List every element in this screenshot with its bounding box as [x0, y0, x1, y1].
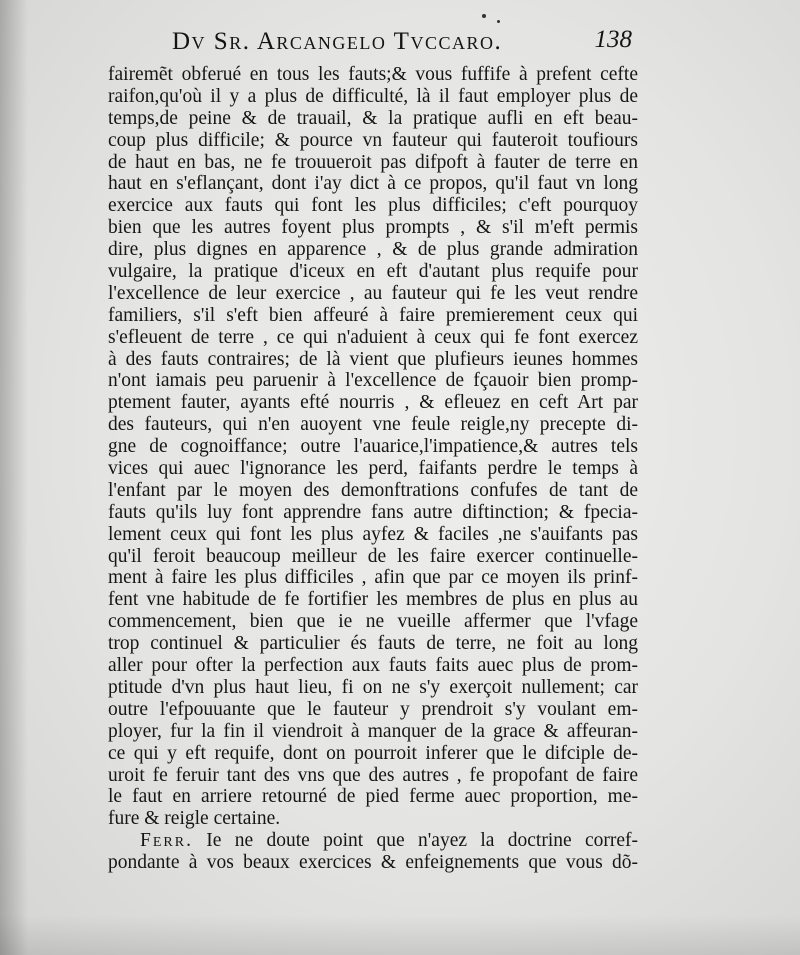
text-line: bien que les autres foyent plus prompts , & s'il m'eft permis: [108, 217, 638, 239]
text-line: uroit fe feruir tant des vns que des autres , fe propofant de faire: [108, 764, 638, 786]
text-line: familiers, s'il s'eft bien affeuré à faire premierement ceux qui: [108, 304, 638, 326]
text-line: aller pour ofter la perfection aux fauts faits auec plus de prom-: [108, 655, 638, 677]
text-line: ptement fauter, ayants efté nourris , & efleuez en ceft Art par: [108, 392, 638, 414]
text-line: qu'il feroit beaucoup meilleur de les faire exercer continuelle-: [108, 545, 638, 567]
text-line: exercice aux fauts qui font les plus difficiles; c'eft pourquoy: [108, 195, 638, 217]
body-text: [108, 64, 638, 874]
text-line: fauts qu'ils luy font apprendre fans autre diftinction; & fpecia-: [108, 501, 638, 523]
text-line: temps,de peine & de trauail, & la pratique aufli en eft beau-: [108, 107, 638, 129]
text-line: coup plus difficile; & pource vn fauteur qui fauteroit toufiours: [108, 129, 638, 151]
text-line: trop continuel & particulier és fauts de terre, ne foit au long: [108, 633, 638, 655]
running-title: Dv Sr. Arcangelo Tvccaro.: [172, 28, 503, 55]
text-line: à des fauts contraires; de là vient que plufieurs ieunes hommes: [108, 348, 638, 370]
text-line: vulgaire, la pratique d'iceux en eft d'autant plus requife pour: [108, 261, 638, 283]
text-line: gne de cognoiffance; outre l'auarice,l'impatience,& autres tels: [108, 436, 638, 458]
speaker-name: Ferr.: [140, 830, 193, 852]
text-line: s'efleuent de terre , ce qui n'aduient à ceux qui fe font exercez: [108, 326, 638, 348]
text-line: ce qui y eft requife, dont on pourroit inferer que le difciple de-: [108, 742, 638, 764]
text-line: fure & reigle certaine.: [108, 808, 281, 830]
text-line: outre l'efpouuante que le fauteur y prendroit s'y voulant em-: [108, 698, 638, 720]
dialogue-first-line: [108, 830, 638, 852]
text-line: ployer, fur la fin il viendroit à manquer de la grace & affeuran-: [108, 720, 638, 742]
text-line: le faut en arriere retourné de pied ferme auec proportion, me-: [108, 786, 638, 808]
text-line: haut en s'eflançant, dont i'ay dict à ce propos, qu'il faut vn long: [108, 173, 638, 195]
text-line: l'excellence de leur exercice , au fauteur qui fe les veut rendre: [108, 282, 638, 304]
page-number: 138: [594, 26, 632, 53]
ink-speck: [482, 14, 486, 18]
text-line: raifon,qu'où il y a plus de difficulté, là il faut employer plus de: [108, 85, 638, 107]
text-line: lement ceux qui font les plus ayfez & faciles ,ne s'auifants pas: [108, 523, 638, 545]
text-line: ment à faire les plus difficiles , afin que par ce moyen ils prinf-: [108, 567, 638, 589]
text-line: dire, plus dignes en apparence , & de plus grande admiration: [108, 239, 638, 261]
text-line: commencement, bien que ie ne vueille affermer que l'vfage: [108, 611, 638, 633]
text-line: n'ont iamais peu paruenir à l'excellence de fçauoir bien promp-: [108, 370, 638, 392]
page-header: [172, 28, 632, 62]
page-gutter-shadow: [0, 0, 28, 955]
text-line: pondante à vos beaux exercices & enfeignements que vous dõ-: [108, 852, 638, 874]
dialogue-text: Ie ne doute point que n'ayez la doctrine corref-: [206, 830, 638, 852]
text-line: de haut en bas, ne fe trouueroit pas difpoft à fauter de terre en: [108, 151, 638, 173]
ink-speck: [497, 20, 500, 23]
page-bottom-shadow: [0, 915, 800, 955]
text-line: ptitude d'vn plus haut lieu, fi on ne s'y exerçoit nullement; car: [108, 676, 638, 698]
text-line: vices qui auec l'ignorance les perd, faifants perdre le temps à: [108, 458, 638, 480]
text-line: fent vne habitude de fe fortifier les membres de plus en plus au: [108, 589, 638, 611]
text-line: l'enfant par le moyen des demonftrations confufes de tant de: [108, 479, 638, 501]
text-line: des fauteurs, qui n'en auoyent vne feule reigle,ny precepte di-: [108, 414, 638, 436]
text-line: fairemẽt obferué en tous les fauts;& vous fuffife à prefent cefte: [108, 64, 638, 85]
